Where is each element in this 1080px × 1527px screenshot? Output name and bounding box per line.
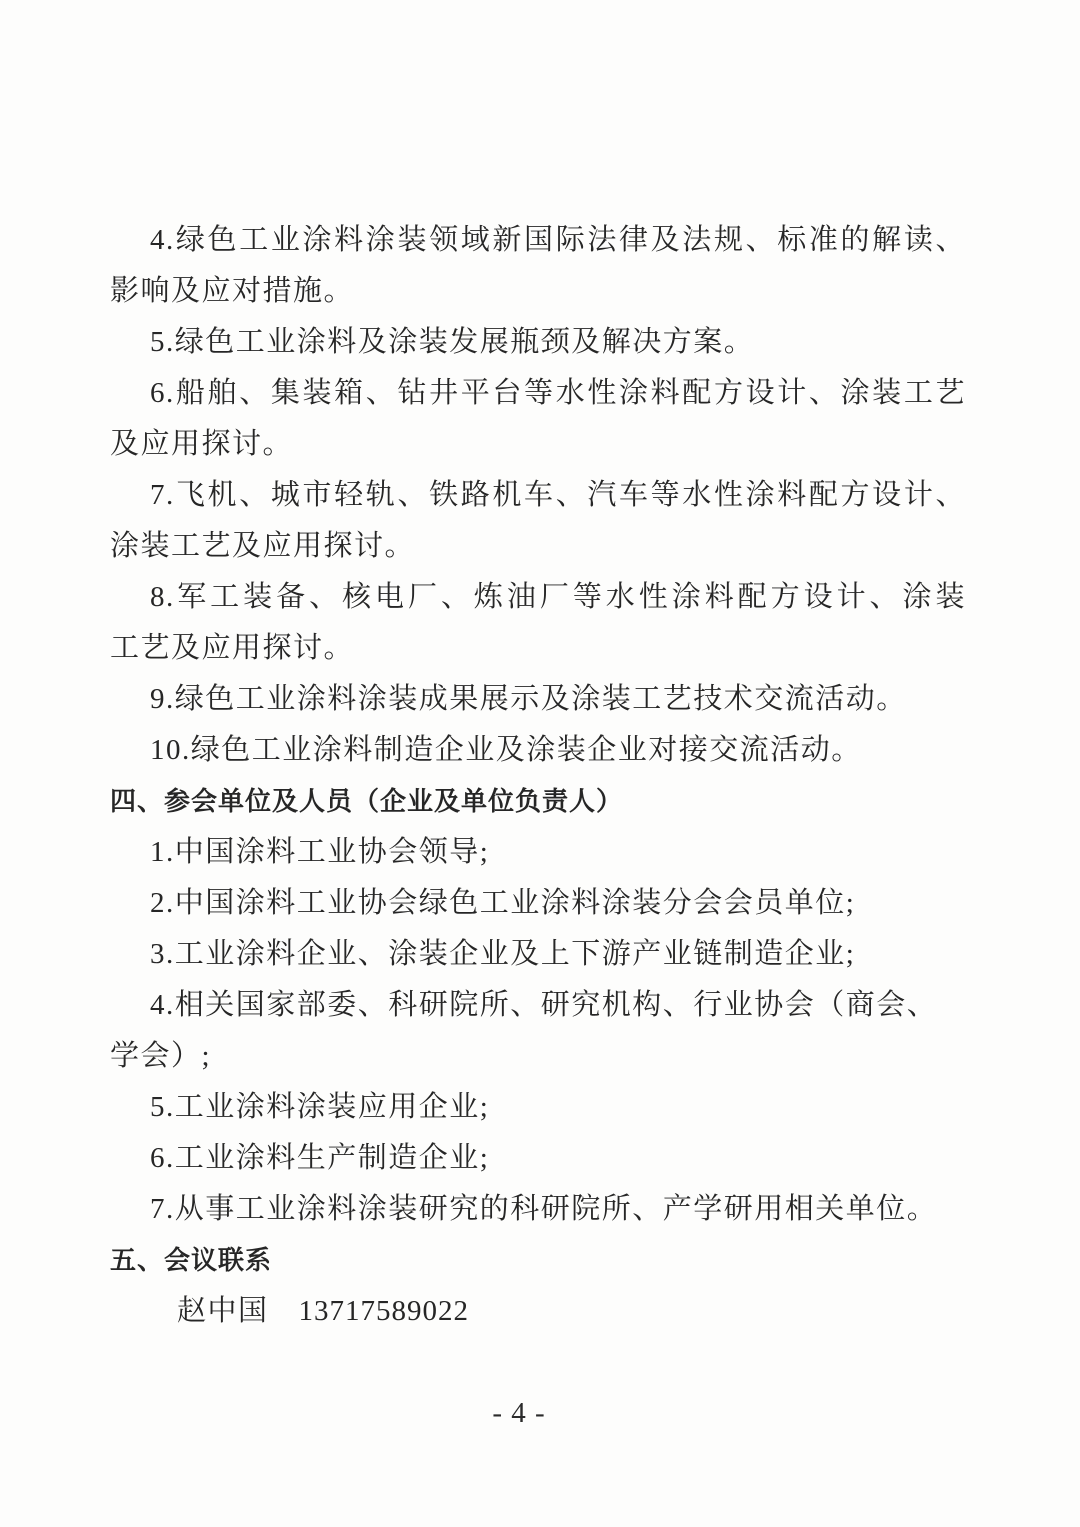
- participant-item-3: 3.工业涂料企业、涂装企业及上下游产业链制造企业;: [150, 938, 856, 970]
- agenda-item-9-line-1: 9.绿色工业涂料涂装成果展示及涂装工艺技术交流活动。: [150, 683, 907, 715]
- agenda-item-7-line-2: 涂装工艺及应用探讨。: [110, 530, 416, 562]
- participant-item-2: 2.中国涂料工业协会绿色工业涂料涂装分会会员单位;: [150, 887, 856, 919]
- agenda-item-4-line-2: 影响及应对措施。: [110, 275, 355, 307]
- page-number: - 4 -: [492, 1397, 546, 1429]
- section-heading-four: 四、参会单位及人员（企业及单位负责人）: [110, 787, 624, 816]
- contact-phone: 13717589022: [298, 1295, 470, 1327]
- agenda-item-4-line-1: 4.绿色工业涂料涂装领域新国际法律及法规、标准的解读、: [150, 224, 966, 256]
- participant-item-4-line-1: 4.相关国家部委、科研院所、研究机构、行业协会（商会、: [150, 989, 938, 1021]
- agenda-item-5-line-1: 5.绿色工业涂料及涂装发展瓶颈及解决方案。: [150, 326, 755, 358]
- participant-item-5: 5.工业涂料涂装应用企业;: [150, 1091, 490, 1123]
- participant-item-4-line-2: 学会）;: [110, 1040, 212, 1072]
- contact-line: [110, 1286, 966, 1337]
- section-heading-five: 五、会议联系: [110, 1246, 273, 1275]
- document-body: [110, 215, 966, 1337]
- agenda-item-6-line-2: 及应用探讨。: [110, 428, 294, 460]
- agenda-item-8-line-1: 8.军工装备、核电厂、炼油厂等水性涂料配方设计、涂装: [150, 581, 966, 613]
- contact-name: 赵中国: [177, 1295, 269, 1327]
- agenda-item-10-line-1: 10.绿色工业涂料制造企业及涂装企业对接交流活动。: [150, 734, 862, 766]
- participant-item-7: 7.从事工业涂料涂装研究的科研院所、产学研用相关单位。: [150, 1193, 938, 1225]
- participant-item-1: 1.中国涂料工业协会领导;: [150, 836, 490, 868]
- agenda-item-6-line-1: 6.船舶、集装箱、钻井平台等水性涂料配方设计、涂装工艺: [150, 377, 966, 409]
- agenda-item-8-line-2: 工艺及应用探讨。: [110, 632, 355, 664]
- agenda-item-7-line-1: 7.飞机、城市轻轨、铁路机车、汽车等水性涂料配方设计、: [150, 479, 966, 511]
- participant-item-6: 6.工业涂料生产制造企业;: [150, 1142, 490, 1174]
